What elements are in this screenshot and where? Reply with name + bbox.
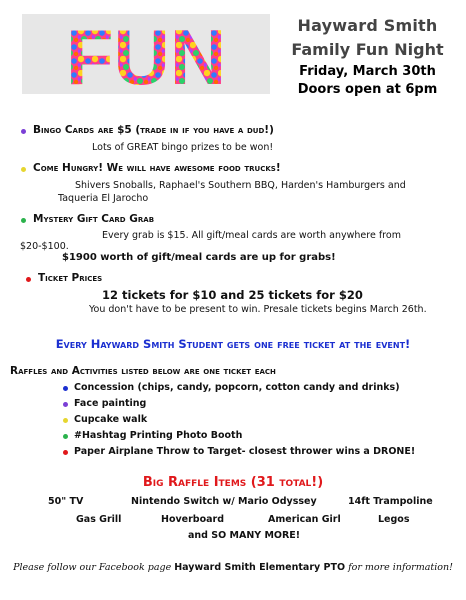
- food-heading: Come Hungry! We will have awesome food trucks!: [33, 162, 281, 174]
- activity-bullet: [63, 418, 68, 423]
- event-subtitle: Family Fun Night: [291, 40, 444, 59]
- prize-switch: Nintendo Switch w/ Mario Odyssey: [131, 496, 317, 507]
- big-raffle-heading: Big Raffle Items (31 total!): [142, 475, 324, 490]
- bingo-bullet: [21, 129, 26, 134]
- food-bullet: [21, 167, 26, 172]
- fun-logo-text: FUN: [65, 14, 227, 94]
- prize-grill: Gas Grill: [76, 514, 122, 525]
- activity-item: Cupcake walk: [74, 414, 148, 425]
- ticket-note: You don't have to be present to win. Presale tickets begins March 26th.: [89, 304, 427, 315]
- tickets-heading: Ticket Prices: [38, 272, 103, 284]
- activity-bullet: [63, 386, 68, 391]
- footer-pre: Please follow our Facebook page: [13, 562, 172, 573]
- tickets-bullet: [26, 277, 31, 282]
- footer-post: for more information!: [348, 562, 453, 573]
- prize-trampoline: 14ft Trampoline: [348, 496, 433, 507]
- mystery-text-2: $20-$100.: [20, 241, 69, 252]
- fun-logo: [22, 14, 270, 94]
- footer-pto-name: Hayward Smith Elementary PTO: [174, 562, 346, 573]
- activity-bullet: [63, 402, 68, 407]
- prize-hoverboard: Hoverboard: [161, 514, 225, 525]
- activity-item: Face painting: [74, 398, 147, 409]
- event-title: Hayward Smith: [297, 16, 438, 35]
- fun-logo-art: [22, 14, 270, 94]
- mystery-total: $1900 worth of gift/meal cards are up for grabs!: [62, 252, 336, 263]
- ticket-prices: 12 tickets for $10 and 25 tickets for $20: [102, 288, 363, 302]
- mystery-text-1: Every grab is $15. All gift/meal cards are worth anywhere from: [102, 230, 401, 241]
- facebook-footer: [0, 562, 466, 573]
- activity-bullet: [63, 450, 68, 455]
- food-text-2: Taqueria El Jarocho: [58, 193, 149, 204]
- activity-bullet: [63, 434, 68, 439]
- event-date: Friday, March 30th: [299, 64, 436, 79]
- food-text-1: Shivers Snoballs, Raphael's Southern BBQ, Harden's Hamburgers and: [75, 180, 406, 191]
- bingo-heading: Bingo Cards are $5 (trade in if you have a dud!): [33, 124, 274, 136]
- prize-american-girl: American Girl: [268, 514, 341, 525]
- event-doors: Doors open at 6pm: [297, 82, 438, 97]
- raffles-heading: Raffles and Activities listed below are one ticket each: [10, 365, 276, 377]
- prize-legos: Legos: [378, 514, 410, 525]
- prize-more: and SO MANY MORE!: [188, 530, 301, 541]
- free-ticket-announcement: Every Hayward Smith Student gets one free ticket at the event!: [55, 337, 411, 351]
- activity-item: Paper Airplane Throw to Target- closest thrower wins a DRONE!: [74, 446, 416, 457]
- activity-item: #Hashtag Printing Photo Booth: [74, 430, 243, 441]
- prize-tv: 50" TV: [48, 496, 84, 507]
- mystery-bullet: [21, 218, 26, 223]
- mystery-heading: Mystery Gift Card Grab: [33, 213, 155, 225]
- bingo-text: Lots of GREAT bingo prizes to be won!: [92, 142, 274, 153]
- activity-item: Concession (chips, candy, popcorn, cotton candy and drinks): [74, 382, 400, 393]
